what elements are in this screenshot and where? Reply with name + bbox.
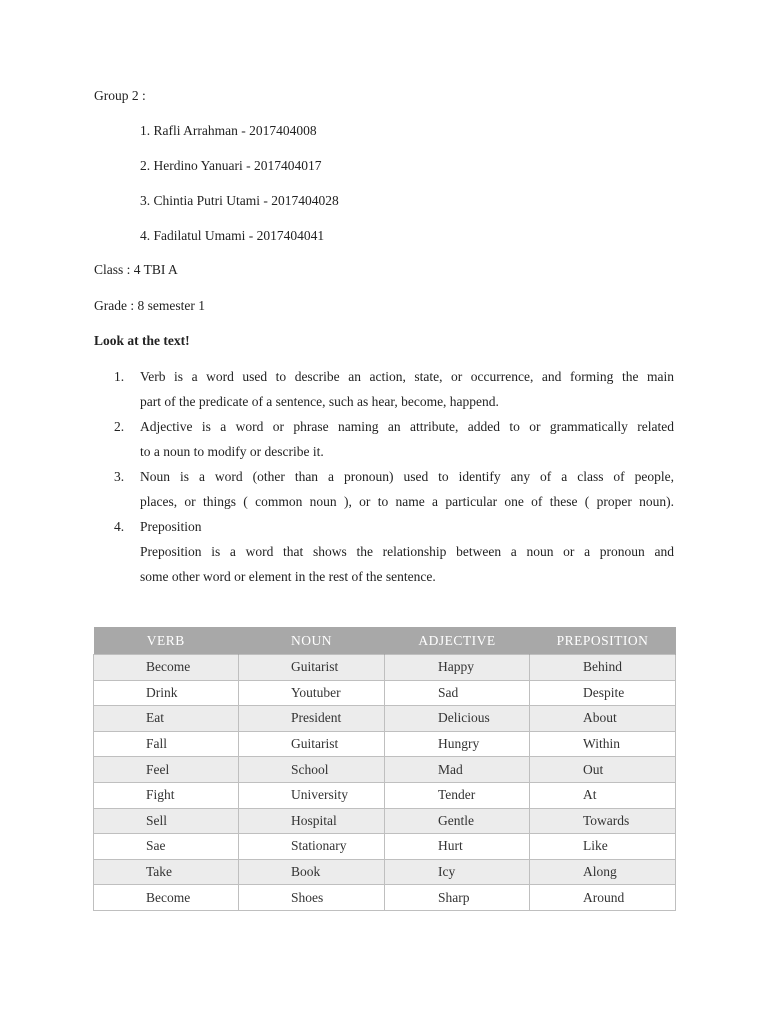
word-class-table: [93, 627, 676, 911]
table-row: [94, 808, 676, 834]
definition-number: 4.: [114, 519, 125, 534]
adjective-cell: Icy: [385, 859, 530, 885]
definition-line: part of the predicate of a sentence, such as hear, become, happend.: [140, 394, 499, 409]
definition-verb: [94, 364, 674, 414]
header-adjective: ADJECTIVE: [385, 627, 530, 655]
verb-cell: Drink: [94, 680, 239, 706]
header-noun: NOUN: [239, 627, 385, 655]
verb-cell: Become: [94, 655, 239, 681]
preposition-cell: Despite: [530, 680, 676, 706]
noun-cell: Guitarist: [239, 731, 385, 757]
definition-line: Adjective is a word or phrase naming an attribute, added to or grammatically related: [140, 419, 674, 434]
verb-cell: Fight: [94, 782, 239, 808]
definition-number: 1.: [114, 369, 125, 384]
grade-info: Grade : 8 semester 1: [94, 298, 205, 313]
definition-line: Preposition is a word that shows the relationship between a noun or a pronoun and: [140, 544, 674, 559]
group-label: Group 2 :: [94, 88, 146, 103]
preposition-cell: Around: [530, 885, 676, 911]
header-preposition: PREPOSITION: [530, 627, 676, 655]
noun-cell: School: [239, 757, 385, 783]
preposition-cell: Out: [530, 757, 676, 783]
verb-cell: Feel: [94, 757, 239, 783]
table-row: [94, 885, 676, 911]
noun-cell: Shoes: [239, 885, 385, 911]
verb-cell: Eat: [94, 706, 239, 732]
adjective-cell: Sharp: [385, 885, 530, 911]
table-row: [94, 706, 676, 732]
table-row: [94, 680, 676, 706]
member-1: 1. Rafli Arrahman - 2017404008: [140, 123, 317, 138]
adjective-cell: Delicious: [385, 706, 530, 732]
noun-cell: Book: [239, 859, 385, 885]
table-row: [94, 782, 676, 808]
noun-cell: University: [239, 782, 385, 808]
table-row: [94, 731, 676, 757]
definition-line: to a noun to modify or describe it.: [140, 444, 324, 459]
definition-line: Verb is a word used to describe an action, state, or occurrence, and forming the main: [140, 369, 674, 384]
adjective-cell: Gentle: [385, 808, 530, 834]
preposition-cell: About: [530, 706, 676, 732]
table-row: [94, 859, 676, 885]
adjective-cell: Hungry: [385, 731, 530, 757]
verb-cell: Become: [94, 885, 239, 911]
member-3: 3. Chintia Putri Utami - 2017404028: [140, 193, 339, 208]
preposition-cell: Like: [530, 834, 676, 860]
class-info: Class : 4 TBI A: [94, 262, 178, 277]
definition-number: 2.: [114, 419, 125, 434]
preposition-cell: Within: [530, 731, 676, 757]
adjective-cell: Happy: [385, 655, 530, 681]
preposition-cell: At: [530, 782, 676, 808]
header-verb: VERB: [94, 627, 239, 655]
table-body: [94, 655, 676, 911]
adjective-cell: Mad: [385, 757, 530, 783]
definition-line: places, or things ( common noun ), or to name a particular one of these ( proper noun).: [140, 494, 674, 509]
table-row: [94, 757, 676, 783]
definition-line: some other word or element in the rest of the sentence.: [140, 569, 436, 584]
adjective-cell: Tender: [385, 782, 530, 808]
preposition-cell: Behind: [530, 655, 676, 681]
definition-line: Noun is a word (other than a pronoun) used to identify any of a class of people,: [140, 469, 674, 484]
verb-cell: Sae: [94, 834, 239, 860]
definition-number: 3.: [114, 469, 125, 484]
table-row: [94, 655, 676, 681]
member-2: 2. Herdino Yanuari - 2017404017: [140, 158, 322, 173]
noun-cell: Guitarist: [239, 655, 385, 681]
noun-cell: Stationary: [239, 834, 385, 860]
noun-cell: Youtuber: [239, 680, 385, 706]
table-row: [94, 834, 676, 860]
noun-cell: President: [239, 706, 385, 732]
definitions-list: [94, 364, 674, 589]
member-4: 4. Fadilatul Umami - 2017404041: [140, 228, 325, 243]
verb-cell: Sell: [94, 808, 239, 834]
definition-preposition: [94, 514, 674, 589]
definition-noun: [94, 464, 674, 514]
adjective-cell: Hurt: [385, 834, 530, 860]
definition-adjective: [94, 414, 674, 464]
preposition-cell: Towards: [530, 808, 676, 834]
table-header-row: [94, 627, 676, 655]
definition-line: Preposition: [140, 519, 202, 534]
adjective-cell: Sad: [385, 680, 530, 706]
preposition-cell: Along: [530, 859, 676, 885]
noun-cell: Hospital: [239, 808, 385, 834]
instruction-heading: Look at the text!: [94, 333, 190, 348]
verb-cell: Take: [94, 859, 239, 885]
verb-cell: Fall: [94, 731, 239, 757]
